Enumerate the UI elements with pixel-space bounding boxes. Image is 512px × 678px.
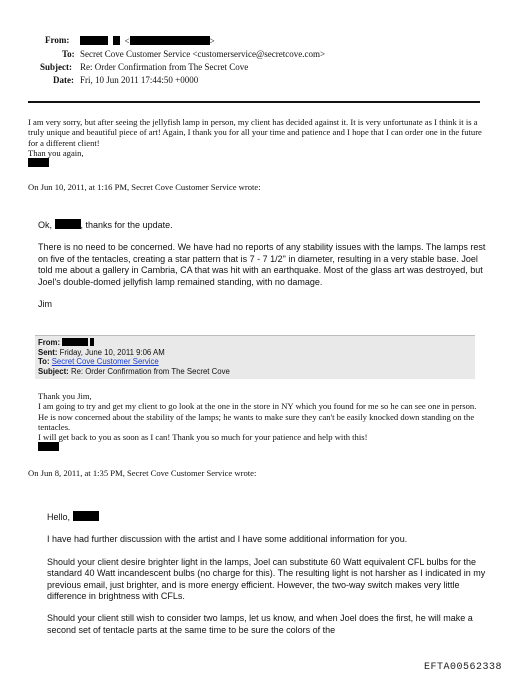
second-reply <box>38 391 486 453</box>
subject-value: Re: Order Confirmation from The Secret Cove <box>70 366 230 376</box>
info-paragraph: I have had further discussion with the artist and I have some additional information for you. <box>47 534 408 545</box>
to-value: Secret Cove Customer Service <customerservice@secretcove.com> <box>80 49 326 59</box>
from-label: From: <box>45 35 70 45</box>
redaction-block <box>55 219 81 229</box>
to-label: To: <box>62 49 75 59</box>
quoted-message <box>38 219 488 310</box>
subject-label: Subject: <box>40 62 72 72</box>
bulb-paragraph: Should your client desire brighter light in the lamps, Joel can substitute 60 Watt equivalent CFL bulbs for the standard 40 Watt incandescent bulbs (no charge for this). The resulting light is not harsher as I indicated in my previous email, just brighter, and is more energy efficient. However, the two-way switch makes very little difference in brightness with CFLs. <box>47 556 486 602</box>
redaction-block <box>28 158 49 167</box>
document-id: EFTA00562338 <box>423 662 502 673</box>
redaction-block <box>90 338 94 346</box>
subject-value: Re: Order Confirmation from The Secret Cove <box>80 62 249 72</box>
signature: Jim <box>38 299 52 310</box>
greeting-line: Ok, , thanks for the update. <box>38 220 173 230</box>
forwarded-header: From: Sent: Friday, June 10, 2011 9:06 AM To: Secret Cove Customer Service Subject: Re: Order Confirmation from The Secret Cove <box>35 335 475 379</box>
redaction-block <box>113 36 120 45</box>
quote-intro: On Jun 10, 2011, at 1:16 PM, Secret Cove Customer Service wrote: <box>28 182 261 192</box>
greeting-line-2: Hello, <box>47 511 487 523</box>
to-link[interactable]: Secret Cove Customer Service <box>51 357 159 367</box>
redaction-block <box>80 36 108 45</box>
second-closing: I will get back to you as soon as I can! Thank you so much for your patience and help with this! <box>38 432 368 443</box>
second-greeting: Thank you Jim, <box>38 391 92 401</box>
redaction-block <box>62 338 88 346</box>
date-label: Date: <box>53 75 74 85</box>
quoted-message-2 <box>47 511 487 636</box>
reply-body: I am very sorry, but after seeing the jellyfish lamp in person, my client has decided against it. It is very unfortunate as I think it is a truly unique and beautiful piece of art! Again, I thank you for all your time and patience and I hope that I can order one in the future for a different client! <box>28 117 482 148</box>
second-body: I am going to try and get my client to go look at the one in the store in NY which you found for me so he can see one in person. He is now concerned about the stability of the lamps; he wants to make sure they can't be easily knocked down standing on the tentacles. <box>38 401 477 432</box>
stability-paragraph: There is no need to be concerned. We have had no reports of any stability issues with the lamps. The lamps rest on five of the tentacles, creating a star pattern that is 7 - 7 1/2" in diameter, resulting in a very stable base. Joel told me about a gallery in Cambria, CA that was hit with an earthquake. Most of the glass art was destroyed, but Joel's double-domed jellyfish lamp remained standing, with no damage. <box>38 242 486 287</box>
reply-message <box>28 117 488 168</box>
redaction-block <box>73 511 99 521</box>
redaction-block <box>130 36 210 45</box>
date-value: Fri, 10 Jun 2011 17:44:50 +0000 <box>80 75 199 85</box>
sent-value: Friday, June 10, 2011 9:06 AM <box>59 347 165 357</box>
reply-closing: Than you again, <box>28 147 84 158</box>
two-lamps-paragraph: Should your client still wish to consider two lamps, let us know, and when Joel does the first, he will make a second set of tentacle parts at the same time to be sure the colors of the <box>47 613 473 635</box>
header-divider <box>28 101 480 103</box>
redaction-block <box>38 442 59 451</box>
quote-intro-2: On Jun 8, 2011, at 1:35 PM, Secret Cove Customer Service wrote: <box>28 468 257 478</box>
